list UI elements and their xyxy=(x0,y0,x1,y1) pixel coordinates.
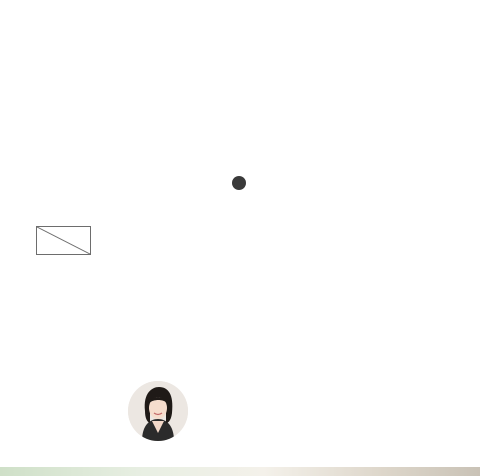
model-avatar xyxy=(128,381,188,441)
smile-icon xyxy=(232,176,246,190)
corner-header xyxy=(37,227,91,255)
size-guide-table xyxy=(36,226,448,255)
bottom-photo-strip xyxy=(0,467,480,476)
